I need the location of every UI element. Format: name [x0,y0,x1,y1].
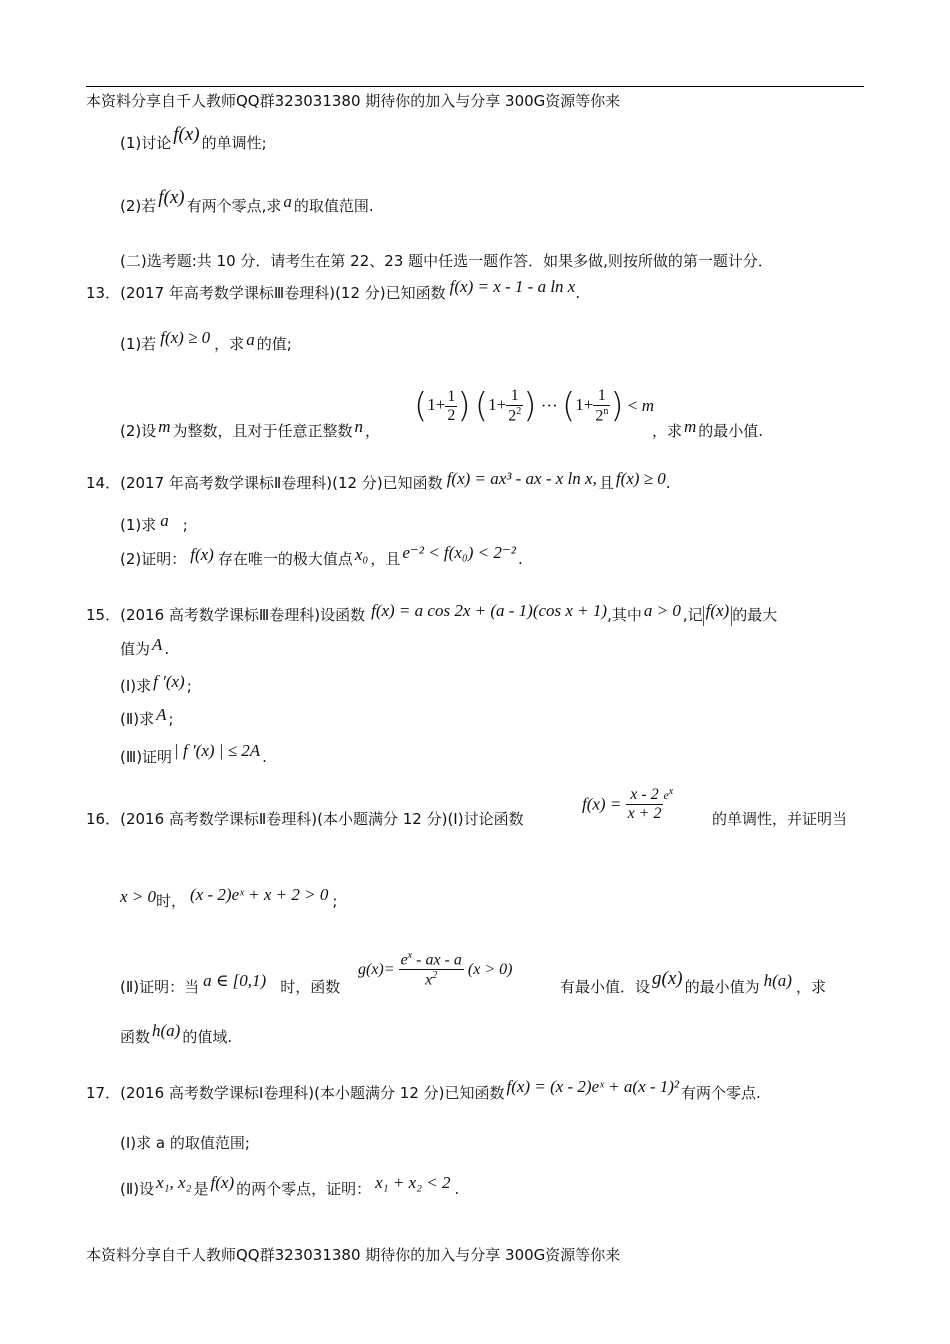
p15-q2-label: (Ⅱ)求 [120,710,155,728]
p12-q2-tail: 的取值范围. [293,197,374,215]
p16-src: (2016 高考数学课标Ⅱ卷理科)(本小题满分 12 分)(Ⅰ)讨论函数 [120,810,524,828]
p12-q2-math: f(x) [158,187,185,208]
footer-text: 本资料分享自千人教师QQ群323031380 期待你的加入与分享 300G资源等你来 [86,1246,621,1264]
p17-src: (2016 高考数学课标Ⅰ卷理科)(本小题满分 12 分)已知函数 [120,1084,505,1102]
p13-q1-cond: f(x) ≥ 0 [160,328,211,347]
p16-ineq: (x - 2)eˣ + x + 2 > 0 [190,885,329,904]
p12-q1-text: 的单调性; [201,134,267,152]
section-heading: (二)选考题:共 10 分．请考生在第 22、23 题中任选一题作答．如果多做,则按所做的第一题计分． [120,252,773,270]
p13-num: 13． [86,284,121,302]
p17-q2-shi: 是 [193,1180,209,1198]
p12-q1 [120,124,267,154]
p13-src: (2017 年高考数学课标Ⅲ卷理科)(12 分)已知函数 [120,284,446,302]
p15-src: (2016 高考数学课标Ⅲ卷理科)设函数 [120,606,366,624]
p16-q2-minval: 的最小值为 [684,978,760,996]
p17-q2-label: (Ⅱ)设 [120,1180,155,1198]
p16-l2: 时， [156,892,187,910]
p17-formula: f(x) = (x - 2)eˣ + a(x - 1)² [506,1077,680,1096]
p15-stem [86,601,778,626]
p16-formula: f(x) = $\frac{x - 2}{x + 2}$ $^{e^x}$ [582,786,674,822]
p14-q2-and: ，且 [370,550,401,568]
p12-q1-label: (1)讨论 [120,134,172,152]
p16-g-formula: g(x)= $\frac{e^x - ax - a}{x^2}$ (x > 0) [358,950,513,989]
p16-l4: 函数 [120,1028,151,1046]
header-text: 本资料分享自千人教师QQ群323031380 期待你的加入与分享 300G资源等你来 [86,92,621,110]
p13-q2: (2)设 m 为整数，且对于任意正整数 n ， [120,417,381,440]
p15-apos: a > 0 [643,601,681,620]
p16-q2-range: a ∈ [0,1) [203,971,267,990]
p12-q1-math: f(x) [173,124,200,145]
p15-q3: (Ⅲ)证明 | f ′(x) | ≤ 2A . [120,741,267,766]
p17-q2-x12: x₁, x₂ [156,1173,192,1192]
p15-q1: (Ⅰ)求 f ′(x) ; [120,672,192,695]
p17-q1: (Ⅰ)求 a 的取值范围; [120,1134,250,1152]
p14-q2: (2)证明： f(x) 存在唯一的极大值点 x₀ ，且 e⁻² < f(x₀) < 2⁻² . [120,543,523,568]
p15-q3-proof: | f ′(x) | ≤ 2A [174,741,261,760]
p13-q1-a: a [246,330,255,349]
p13-q2-label: (2)设 [120,422,157,440]
p13-q1-label: (1)若 [120,335,157,353]
p16-stem [86,808,524,829]
p14-q1: (1)求 a ; [120,511,188,534]
p13-q2-m2: m [684,417,697,436]
p15-l2: 值为 [120,640,151,658]
p13-q2-tail: 的最小值. [698,422,764,440]
p17-q2-fx: f(x) [210,1173,235,1192]
p16-q2-label: (Ⅱ)证明：当 [120,978,200,996]
p15-mid: ,其中 [607,606,642,624]
p16-l4-ha: h(a) [152,1021,181,1040]
p12-q2-label: (2)若 [120,197,157,215]
p15-q1-fp: f ′(x) [153,672,185,691]
p13-product: (1+ $\frac{1}{2}$ ) (1+ $\frac{1}{2^2}$ ) ··· (1+ $\frac{1}{2^n}$ ) < m [414,386,654,426]
p17-q2: (Ⅱ)设 x₁, x₂ 是 f(x) 的两个零点，证明： x₁ + x₂ < 2 . [120,1173,460,1198]
p13-q1 [120,328,292,354]
p14-q2-label: (2)证明： [120,550,187,568]
p16-line2: x > 0时， (x - 2)eˣ + x + 2 > 0 ; [120,885,338,910]
p14-q2-x0: x₀ [354,545,369,564]
p13-q2-n: n [354,417,364,436]
p15-tail: 的最大 [732,606,778,624]
p16-q2-end [560,968,826,998]
p13-q1-tail: 的值; [256,335,292,353]
p15-A: A [152,635,163,654]
p15-q3-label: (Ⅲ)证明 [120,748,173,766]
p16-tail: 的单调性，并证明当 [712,810,848,828]
p15-q1-label: (Ⅰ)求 [120,677,152,695]
p15-q2: (Ⅱ)求 A ; [120,705,174,728]
header-rule [86,86,864,87]
p13-q2-text: 为整数，且对于任意正整数 [172,422,353,440]
p12-q2-a: a [283,192,292,211]
p17-q2-text: 的两个零点，证明： [236,1180,372,1198]
p13-q2-end [652,417,764,441]
p13-q2-qiu: ，求 [652,422,683,440]
p14-cond: f(x) ≥ 0 [615,469,666,488]
p14-q2-text: 存在唯一的极大值点 [217,550,353,568]
p15-line2: 值为 A . [120,635,170,658]
p12-q2 [120,187,374,217]
p16-q2-func: 时，函数 [280,978,341,996]
p15-mid2: ,记 [682,606,703,624]
p13-q2-m: m [158,417,171,436]
p12-q2-text: 有两个零点,求 [186,197,282,215]
p16-l4-tail: 的值域. [182,1028,233,1046]
p14-stem: 14．(2017 年高考数学课标Ⅱ卷理科)(12 分)已知函数 f(x) = ax³ - ax - x ln x, 且 f(x) ≥ 0. [86,469,671,492]
p17-q2-sum: x₁ + x₂ < 2 [375,1173,451,1192]
p14-num: 14． [86,474,121,492]
p13-stem: 13．(2017 年高考数学课标Ⅲ卷理科)(12 分)已知函数 f(x) = x - 1 - a ln x. [86,277,581,302]
p17-stem [86,1077,761,1103]
p14-src: (2017 年高考数学课标Ⅱ卷理科)(12 分)已知函数 [120,474,443,492]
p16-q2-gx: g(x) [652,968,683,989]
p15-absfx: f(x) [705,601,730,620]
p15-num: 15． [86,606,121,624]
p14-q1-a: a [160,511,169,530]
p16-q2-min: 有最小值．设 [560,978,651,996]
p16-num: 16． [86,810,121,828]
p15-q2-A: A [156,705,167,724]
p14-q2-fx: f(x) [190,545,214,564]
p16-line4 [120,1021,233,1047]
p16-xpos: x > 0 [120,887,157,906]
p14-and: 且 [598,474,614,492]
p13-formula: f(x) = x - 1 - a ln x [449,277,576,296]
p16-q2 [120,971,341,997]
p14-formula: f(x) = ax³ - ax - x ln x, [446,469,597,488]
p15-formula: f(x) = a cos 2x + (a - 1)(cos x + 1) [371,601,608,620]
p17-num: 17． [86,1084,121,1102]
p13-q1-text: ，求 [214,335,245,353]
p17-tail: 有两个零点. [681,1084,761,1102]
p14-q1-label: (1)求 [120,516,157,534]
p16-q2-ha: h(a) [763,971,792,990]
p16-q2-qiu: ，求 [795,978,826,996]
p14-q2-ineq: e⁻² < f(x₀) < 2⁻² [402,543,516,562]
